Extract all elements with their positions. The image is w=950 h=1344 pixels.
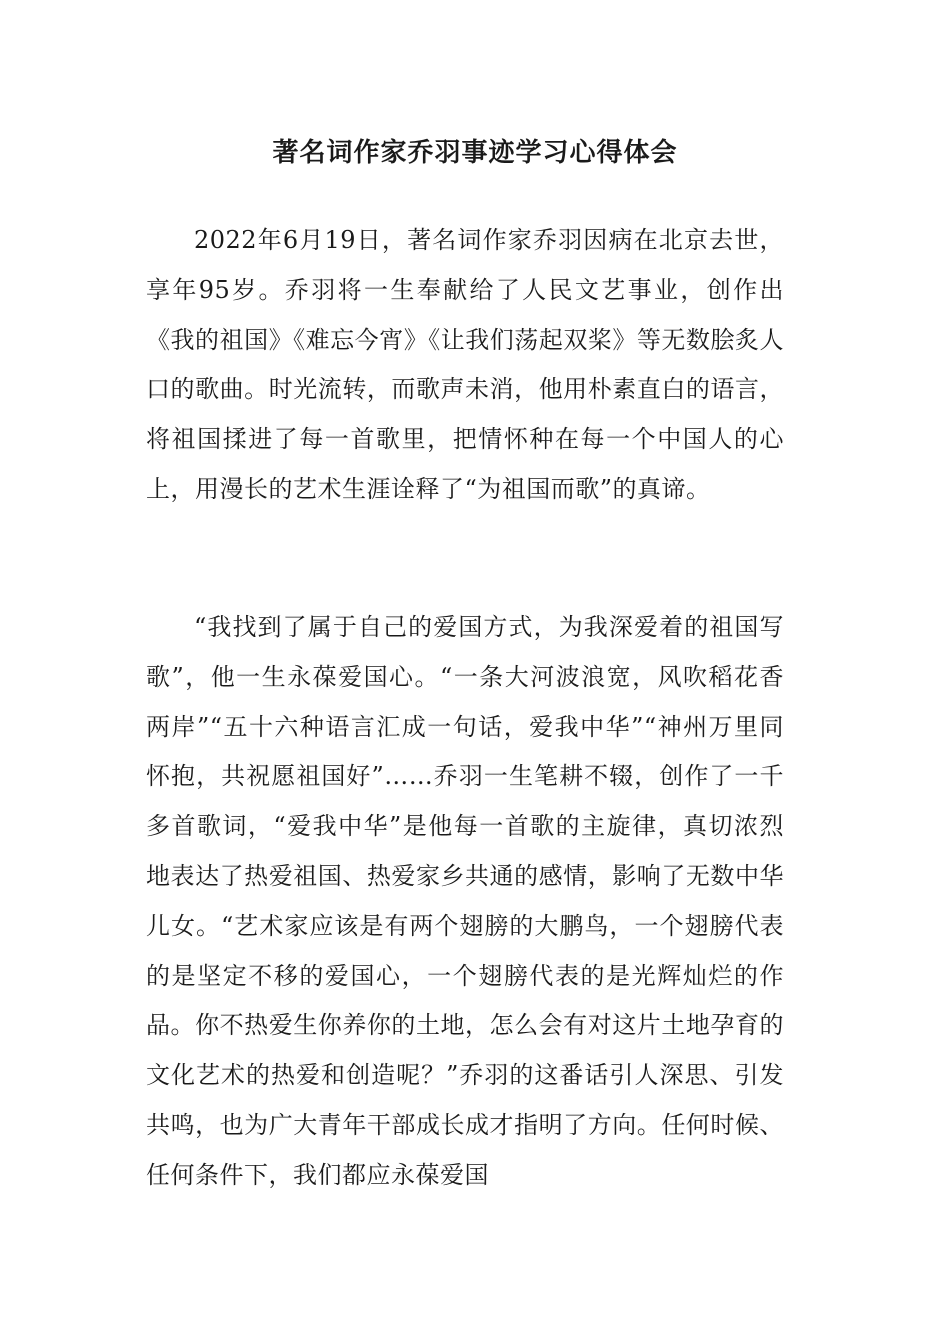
paragraph-1: 2022年6月19日，著名词作家乔羽因病在北京去世，享年95岁。乔羽将一生奉献给了人民文艺事业，创作出《我的祖国》《难忘今宵》《让我们荡起双桨》等无数脍炙人口的歌曲。时光流转，而歌声未消，他用朴素直白的语言，将祖国揉进了每一首歌里，把情怀种在每一个中国人的心上，用漫长的艺术生涯诠释了“为祖国而歌”的真谛。 (146, 226, 784, 503)
document-title: 著名词作家乔羽事迹学习心得体会 (272, 138, 678, 168)
paragraph-2: “我找到了属于自己的爱国方式，为我深爱着的祖国写歌”，他一生永葆爱国心。“一条大河波浪宽，风吹稻花香两岸”“五十六种语言汇成一句话，爱我中华”“神州万里同怀抱，共祝愿祖国好”……乔羽一生笔耕不辍，创作了一千多首歌词，“爱我中华”是他每一首歌的主旋律，真切浓烈地表达了热爱祖国、热爱家乡共通的感情，影响了无数中华儿女。“艺术家应该是有两个翅膀的大鹏鸟，一个翅膀代表的是坚定不移的爱国心，一个翅膀代表的是光辉灿烂的作品。你不热爱生你养你的土地，怎么会有对这片土地孕育的文化艺术的热爱和创造呢？”乔羽的这番话引人深思、引发共鸣，也为广大青年干部成长成才指明了方向。任何时候、任何条件下，我们都应永葆爱国 (146, 613, 784, 1189)
